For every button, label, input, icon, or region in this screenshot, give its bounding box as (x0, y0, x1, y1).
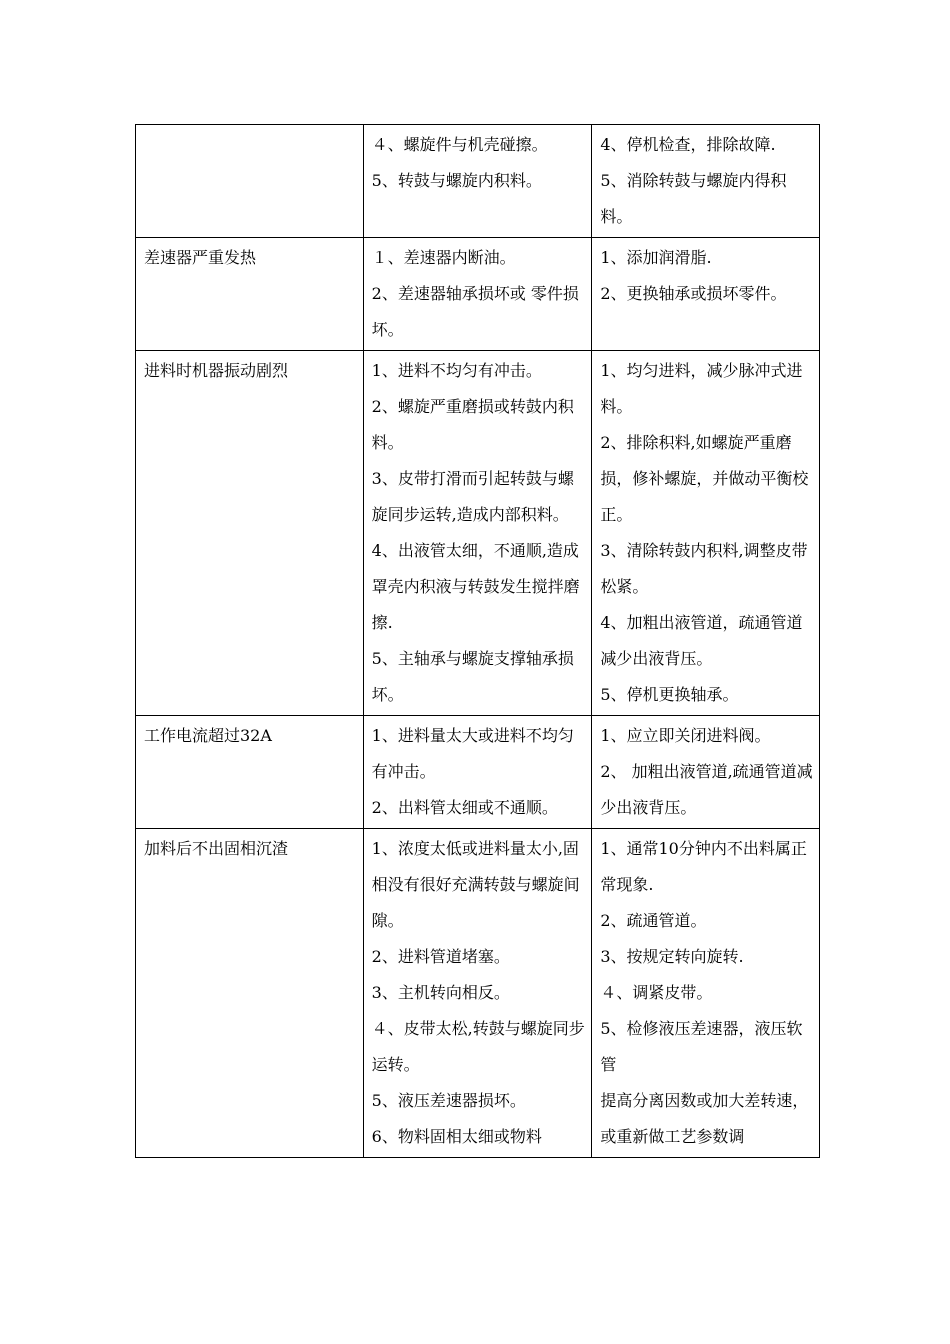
cause-cell (363, 238, 592, 351)
cause-item: 4、出液管太细，不通顺,造成罩壳内积液与转鼓发生搅拌磨擦. (371, 541, 580, 632)
cause-item: 3、皮带打滑而引起转鼓与螺旋同步运转,造成内部积料。 (371, 469, 574, 524)
cause-item: 5、液压差速器损坏。 (371, 1091, 526, 1110)
cause-item: 2、差速器轴承损坏或 零件损坏。 (371, 284, 579, 339)
cause-item: 6、物料固相太细或物料 (371, 1127, 542, 1146)
remedy-item: 1、通常10分钟内不出料属正常现象. (600, 839, 807, 894)
fault-cell: 工作电流超过32A (136, 716, 364, 829)
cause-item: １、差速器内断油。 (371, 248, 516, 267)
remedy-cell (592, 351, 820, 716)
cause-item: ４、皮带太松,转鼓与螺旋同步运转。 (371, 1019, 585, 1074)
fault-cell: 差速器严重发热 (136, 238, 364, 351)
remedy-item: 2、疏通管道。 (600, 911, 707, 930)
cause-item: 5、转鼓与螺旋内积料。 (371, 171, 542, 190)
table-row (136, 829, 820, 1158)
cause-item: 1、进料量太大或进料不均匀有冲击。 (371, 726, 574, 781)
cause-item: 1、浓度太低或进料量太小,固相没有很好充满转鼓与螺旋间隙。 (371, 839, 580, 930)
remedy-item: 2、 加粗出液管道,疏通管道减少出液背压。 (600, 762, 813, 817)
remedy-cell (592, 125, 820, 238)
fault-table (135, 124, 820, 1158)
remedy-item: 提高分离因数或加大差转速，或重新做工艺参数调 (600, 1091, 809, 1146)
cause-cell (363, 351, 592, 716)
table-row (136, 716, 820, 829)
fault-cell: 加料后不出固相沉渣 (136, 829, 364, 1158)
table-row (136, 125, 820, 238)
remedy-item: 5、检修液压差速器，液压软管 (600, 1019, 803, 1074)
remedy-item: 1、添加润滑脂. (600, 248, 712, 267)
cause-item: 1、进料不均匀有冲击。 (371, 361, 542, 380)
fault-cell: 进料时机器振动剧烈 (136, 351, 364, 716)
remedy-item: 4、加粗出液管道，疏通管道减少出液背压。 (600, 613, 803, 668)
remedy-cell (592, 716, 820, 829)
cause-cell (363, 829, 592, 1158)
fault-cell (136, 125, 364, 238)
cause-cell (363, 125, 592, 238)
cause-cell (363, 716, 592, 829)
remedy-item: 5、停机更换轴承。 (600, 685, 739, 704)
remedy-item: 4、停机检查，排除故障. (600, 135, 776, 154)
remedy-item: ４、调紧皮带。 (600, 983, 713, 1002)
cause-item: ４、螺旋件与机壳碰擦。 (371, 135, 548, 154)
remedy-cell (592, 238, 820, 351)
remedy-item: 5、消除转鼓与螺旋内得积料。 (600, 171, 787, 226)
remedy-item: 2、排除积料,如螺旋严重磨损，修补螺旋，并做动平衡校正。 (600, 433, 809, 524)
remedy-item: 3、按规定转向旋转. (600, 947, 744, 966)
cause-item: 2、出料管太细或不通顺。 (371, 798, 558, 817)
cause-item: 3、主机转向相反。 (371, 983, 510, 1002)
remedy-item: 1、应立即关闭进料阀。 (600, 726, 771, 745)
remedy-item: 3、清除转鼓内积料,调整皮带松紧。 (600, 541, 808, 596)
cause-item: 2、螺旋严重磨损或转鼓内积料。 (371, 397, 574, 452)
table-row (136, 351, 820, 716)
remedy-cell (592, 829, 820, 1158)
table-row (136, 238, 820, 351)
remedy-item: 2、更换轴承或损坏零件。 (600, 284, 787, 303)
remedy-item: 1、均匀进料，减少脉冲式进料。 (600, 361, 803, 416)
cause-item: 2、进料管道堵塞。 (371, 947, 510, 966)
cause-item: 5、主轴承与螺旋支撑轴承损坏。 (371, 649, 574, 704)
